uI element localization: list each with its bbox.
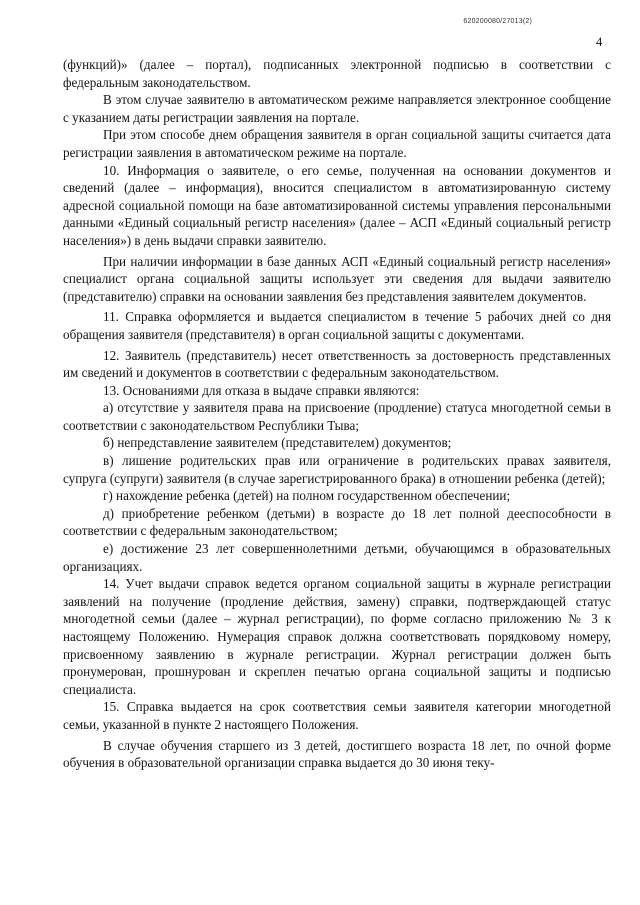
paragraph-auto-notification: В этом случае заявителю в автоматическом режиме направляется электронное сообщение с указанием даты регистрации заявления на портале.	[63, 92, 611, 125]
paragraph-item-13: 13. Основаниями для отказа в выдаче справки являются:	[103, 382, 420, 398]
paragraph-item-12: 12. Заявитель (представитель) несет ответственность за достоверность представленных им сведений и документов в соответствии с федеральным законодательством.	[63, 347, 611, 381]
paragraph-database-info: При наличии информации в базе данных АСП «Единый социальный регистр населения» специалист органа социальной защиты использует эти сведения для выдачи заявителю (представителю) справки на основании заявления без представления заявителем документов.	[63, 253, 611, 304]
list-item-b: б) непредставление заявителем (представителем) документов;	[103, 435, 452, 451]
list-item-e: е) достижение 23 лет совершеннолетними детьми, обучающимся в образовательных организациях.	[63, 541, 611, 574]
list-item-v: в) лишение родительских прав или ограничение в родительских правах заявителя, супруга (супруги) заявителя (в случае зарегистрированного брака) в отношении ребенка (детей);	[63, 453, 611, 486]
paragraph-item-14: 14. Учет выдачи справок ведется органом социальной защиты в журнале регистрации заявлений на получение (продление действия, замену) справки, подтверждающей статус многодетной семьи (далее – журнал регистрации), по форме согласно приложению № 3 к настоящему Положению. Нумерация справок должна соответствовать порядковому номеру, присвоенному заявлению в журнале регистрации. Журнал регистрации должен быть пронумерован, прошнурован и скреплен печатью органа социальной защиты и подписью специалиста.	[63, 576, 611, 697]
paragraph-continuation: (функций)» (далее – портал), подписанных электронной подписью в соответствии с федеральным законодательством.	[63, 57, 611, 90]
paragraph-education-case: В случае обучения старшего из 3 детей, достигшего возраста 18 лет, по очной форме обучения в образовательной организации справка выдается до 30 июня теку-	[63, 737, 611, 771]
paragraph-application-date: При этом способе днем обращения заявителя в орган социальной защиты считается дата регистрации заявления в автоматическом режиме на портале.	[63, 127, 611, 160]
document-body	[63, 56, 611, 772]
list-item-a: а) отсутствие у заявителя права на присвоение (продление) статуса многодетной семьи в соответствии с законодательством Республики Тыва;	[63, 400, 611, 433]
paragraph-item-15: 15. Справка выдается на срок соответствия семьи заявителя категории многодетной семьи, указанной в пункте 2 настоящего Положения.	[63, 699, 611, 732]
paragraph-item-11: 11. Справка оформляется и выдается специалистом в течение 5 рабочих дней со дня обращения заявителя (представителя) в орган социальной защиты с документами.	[63, 309, 611, 342]
list-item-g: г) нахождение ребенка (детей) на полном государственном обеспечении;	[103, 488, 511, 504]
paragraph-item-10: 10. Информация о заявителе, о его семье, полученная на основании документов и сведений (далее – информация), вносится специалистом в автоматизированную систему адресной социальной помощи на базе автоматизированной системы управления персональными данными «Единый социальный регистр населения» (далее – АСП «Единый социальный регистр населения») в день выдачи справки заявителю.	[63, 162, 611, 248]
document-registration-number: 620200080/27013(2)	[463, 18, 532, 25]
page-number: 4	[596, 35, 603, 49]
list-item-d: д) приобретение ребенком (детьми) в возрасте до 18 лет полной дееспособности в соответствии с федеральным законодательством;	[63, 505, 611, 539]
